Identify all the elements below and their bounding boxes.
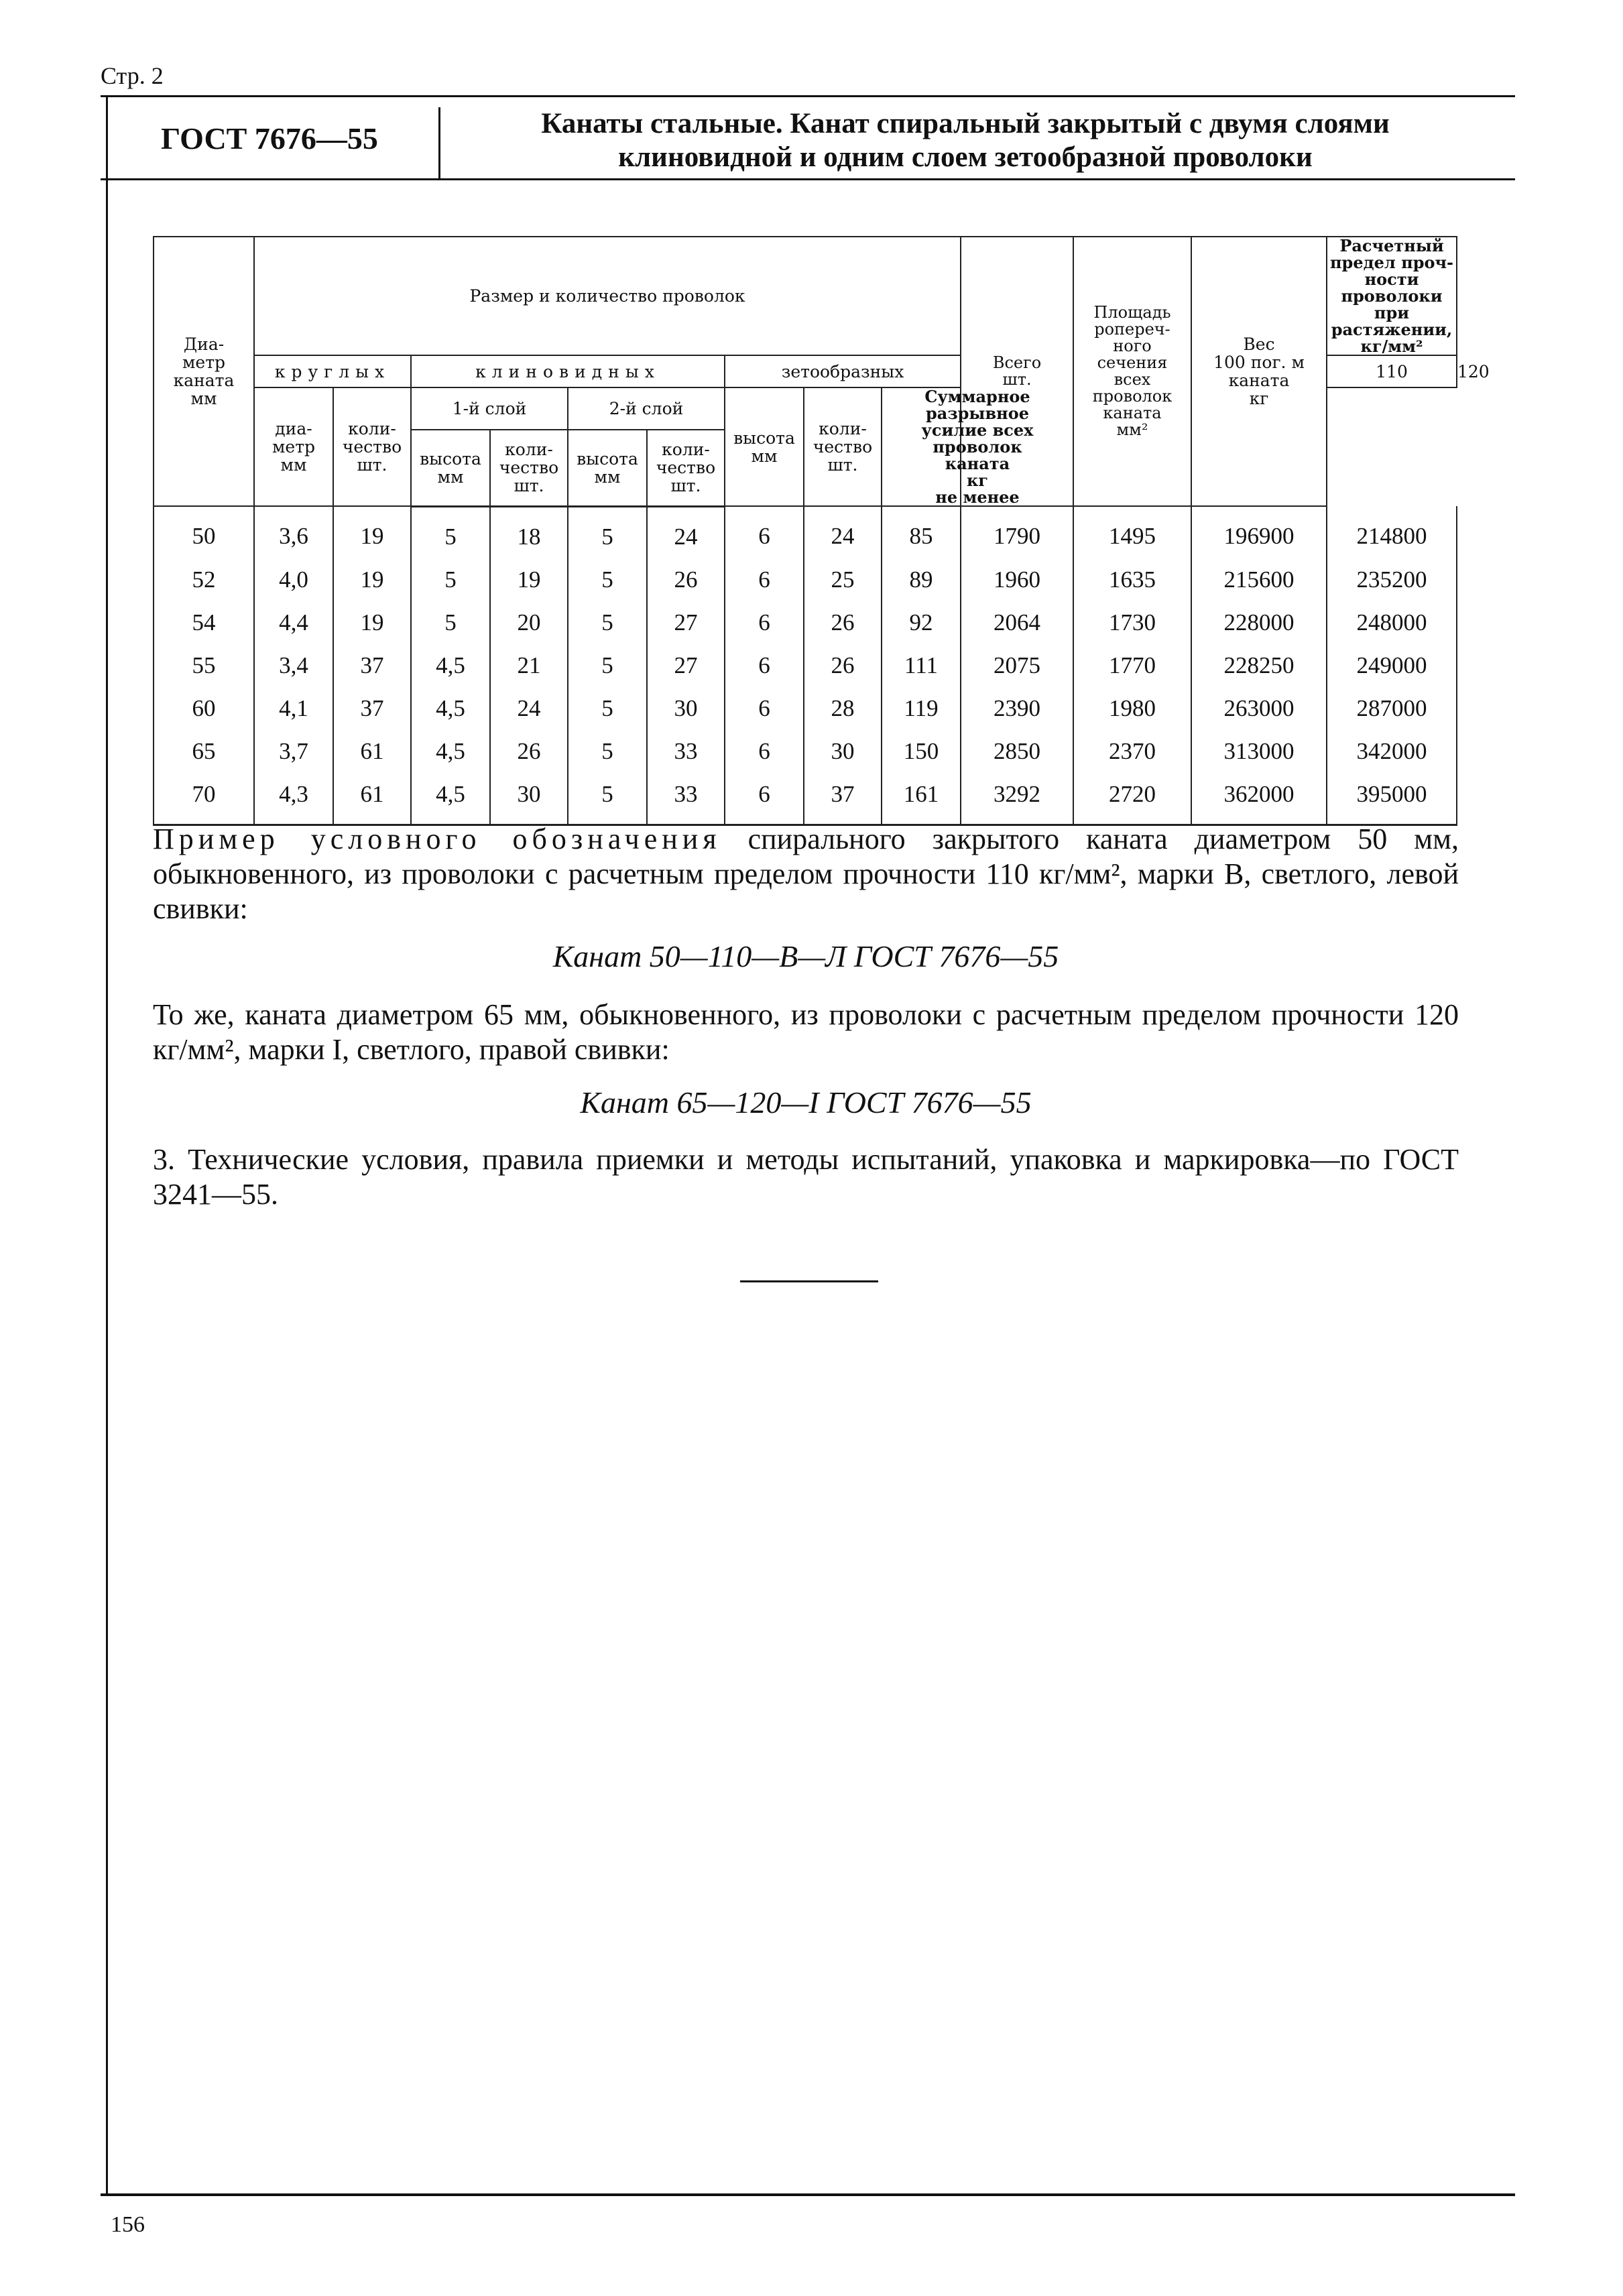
frame-left-rule <box>106 95 108 2193</box>
table-cell: 287000 <box>1327 687 1457 730</box>
table-cell: 395000 <box>1327 773 1457 825</box>
col-header-round-dia-text: диа- метр мм <box>272 419 316 475</box>
table-cell: 196900 <box>1191 506 1327 558</box>
col-header-wires: Размер и количество проволок <box>254 237 961 355</box>
table-cell: 3,7 <box>254 730 333 773</box>
table-cell: 5 <box>568 773 647 825</box>
table-cell: 6 <box>725 687 804 730</box>
col-header-weight-text: Вес 100 пог. м каната кг <box>1213 335 1305 408</box>
table-cell: 5 <box>568 601 647 644</box>
table-cell: 1770 <box>1073 644 1191 687</box>
table-cell: 263000 <box>1191 687 1327 730</box>
col-header-area-text: Площадь pопереч- ного сечения всех проволок каната мм² <box>1092 303 1173 439</box>
table-cell: 342000 <box>1327 730 1457 773</box>
table-cell: 235200 <box>1327 558 1457 601</box>
table-cell: 24 <box>647 506 725 558</box>
table-cell: 1730 <box>1073 601 1191 644</box>
table-cell: 2390 <box>961 687 1073 730</box>
col-header-breaking-force <box>882 387 1073 506</box>
table-cell: 70 <box>154 773 254 825</box>
table-cell: 37 <box>333 644 411 687</box>
table-cell: 61 <box>333 730 411 773</box>
col-header-layer-1: 1-й слой <box>411 387 568 430</box>
table-cell: 4,5 <box>411 687 490 730</box>
table-cell: 30 <box>647 687 725 730</box>
table-cell: 111 <box>882 644 961 687</box>
table-row <box>154 687 1457 730</box>
table-body <box>154 506 1457 825</box>
table-cell: 4,1 <box>254 687 333 730</box>
table-cell: 6 <box>725 506 804 558</box>
designation-formula-2: Канат 65—120—I ГОСТ 7676—55 <box>580 1085 1032 1120</box>
table-cell: 1495 <box>1073 506 1191 558</box>
table-cell: 6 <box>725 558 804 601</box>
header-separator <box>438 107 440 178</box>
table-cell: 19 <box>490 558 568 601</box>
table-cell: 20 <box>490 601 568 644</box>
example-paragraph-1 <box>153 822 1459 926</box>
table-cell: 4,5 <box>411 644 490 687</box>
example-rest: спирального закрытого каната диаметром 50 мм, обыкновенного, из проволоки с расчетным пределом прочности 110 кг/мм², марки В, светлого, левой свивки: <box>153 823 1459 925</box>
table-cell: 2720 <box>1073 773 1191 825</box>
table-cell: 6 <box>725 644 804 687</box>
table-cell: 33 <box>647 730 725 773</box>
col-header-l2-height-text: высота мм <box>577 448 638 487</box>
table-cell: 24 <box>804 506 882 558</box>
table-cell: 27 <box>647 644 725 687</box>
rope-spec-table: Диа- метр каната мм Размер и количество проволок Всего шт. Площадь pопереч- ного сечения всех проволок каната мм² Вес 100 пог. м каната кг Расчетный предел проч- ности проволоки при растяжении, кг/мм² круглых клиновидных зетообразных 110 120 диа- метр мм коли- чество шт. 1-й слой 2-й слой высота мм коли- чество шт. Суммарное разрывное усилие всех проволок каната кг не менее высота мм коли- чество шт. высота мм коли- чество шт. 50 3,6 19 5 18 5 24 6 24 85 1790 1495 196900 214800 52 4,0 19 5 19 5 26 6 25 89 1960 1635 215600 235200 54 4,4 19 5 20 5 27 6 26 92 2064 1730 228000 248000 55 3,4 37 4,5 21 5 27 6 26 111 2075 1770 228250 249000 60 4,1 37 4,5 24 5 30 6 28 119 2390 1980 263000 287000 65 3,7 61 4,5 26 5 33 6 30 150 2850 2370 313000 342000 70 4,3 61 4,5 30 5 33 6 37 161 3292 2720 362000 395000 <box>153 236 1457 826</box>
col-header-z: зетообразных <box>725 355 961 387</box>
col-header-diameter-text: Диа- метр каната мм <box>173 335 235 408</box>
frame-top-rule <box>101 95 1515 97</box>
table-cell: 52 <box>154 558 254 601</box>
table-cell: 6 <box>725 730 804 773</box>
table-cell: 215600 <box>1191 558 1327 601</box>
table-cell: 33 <box>647 773 725 825</box>
table-cell: 18 <box>490 506 568 558</box>
table-cell: 21 <box>490 644 568 687</box>
table-cell: 362000 <box>1191 773 1327 825</box>
table-cell: 5 <box>568 687 647 730</box>
table-cell: 92 <box>882 601 961 644</box>
frame-bottom-rule <box>101 2193 1515 2196</box>
col-header-round-count <box>333 387 411 506</box>
col-header-weight <box>1191 237 1327 506</box>
table-cell: 1960 <box>961 558 1073 601</box>
table-cell: 60 <box>154 687 254 730</box>
document-title <box>469 107 1461 174</box>
table-row <box>154 644 1457 687</box>
col-header-z-count <box>804 387 882 506</box>
table-cell: 89 <box>882 558 961 601</box>
table-cell: 28 <box>804 687 882 730</box>
table-cell: 26 <box>490 730 568 773</box>
header-rule <box>101 178 1515 180</box>
table-cell: 119 <box>882 687 961 730</box>
col-header-l2-count-text: коли- чество шт. <box>656 440 716 496</box>
table-cell: 27 <box>647 601 725 644</box>
col-header-l2-count <box>647 430 725 506</box>
table-cell: 24 <box>490 687 568 730</box>
table-cell: 26 <box>804 644 882 687</box>
table-cell: 5 <box>411 506 490 558</box>
table-cell: 61 <box>333 773 411 825</box>
table-cell: 4,5 <box>411 730 490 773</box>
table-cell: 54 <box>154 601 254 644</box>
table-cell: 6 <box>725 773 804 825</box>
table-cell: 19 <box>333 506 411 558</box>
table-cell: 3292 <box>961 773 1073 825</box>
table-cell: 5 <box>411 558 490 601</box>
table-cell: 4,3 <box>254 773 333 825</box>
col-header-round-dia <box>254 387 333 506</box>
col-header-strength <box>1327 237 1457 355</box>
col-header-l1-height-text: высота мм <box>420 448 481 487</box>
table-cell: 55 <box>154 644 254 687</box>
table-row <box>154 601 1457 644</box>
col-header-layer-2: 2-й слой <box>568 387 725 430</box>
table-row <box>154 558 1457 601</box>
table-cell: 30 <box>804 730 882 773</box>
table-cell: 1980 <box>1073 687 1191 730</box>
standard-code: ГОСТ 7676—55 <box>161 121 378 156</box>
table-cell: 4,5 <box>411 773 490 825</box>
table-cell: 5 <box>568 730 647 773</box>
table-cell: 249000 <box>1327 644 1457 687</box>
table-cell: 19 <box>333 558 411 601</box>
col-header-strength-110: 110 <box>1327 355 1457 387</box>
table-cell: 1790 <box>961 506 1073 558</box>
table-cell: 85 <box>882 506 961 558</box>
end-rule <box>740 1280 878 1282</box>
col-header-strength-text: Расчетный предел проч- ности проволоки при растяжении, кг/мм² <box>1329 236 1454 356</box>
table-row <box>154 506 1457 558</box>
table-cell: 228250 <box>1191 644 1327 687</box>
page-label: Стр. 2 <box>101 62 164 89</box>
table-cell: 2064 <box>961 601 1073 644</box>
table-cell: 5 <box>568 644 647 687</box>
example-paragraph-2: То же, каната диаметром 65 мм, обыкновенного, из проволоки с расчетным пределом прочности 120 кг/мм², марки I, светлого, правой свивки: <box>153 998 1459 1066</box>
table-cell: 37 <box>333 687 411 730</box>
col-header-l1-count-text: коли- чество шт. <box>499 440 559 496</box>
table-cell: 313000 <box>1191 730 1327 773</box>
table-cell: 228000 <box>1191 601 1327 644</box>
col-header-area <box>1073 237 1191 506</box>
table-cell: 5 <box>568 558 647 601</box>
col-header-z-height-text: высота мм <box>733 428 795 466</box>
table-cell: 1635 <box>1073 558 1191 601</box>
col-header-z-count-text: коли- чество шт. <box>813 419 873 475</box>
col-header-l1-count <box>490 430 568 506</box>
title-line-2: клиновидной и одним слоем зетообразной проволоки <box>618 141 1313 173</box>
table-cell: 2075 <box>961 644 1073 687</box>
title-line-1: Канаты стальные. Канат спиральный закрытый с двумя слоями <box>541 108 1390 139</box>
table-cell: 3,4 <box>254 644 333 687</box>
designation-formula-1: Канат 50—110—В—Л ГОСТ 7676—55 <box>552 939 1059 973</box>
col-header-l2-height <box>568 430 647 506</box>
col-header-diameter <box>154 237 254 506</box>
table-cell: 30 <box>490 773 568 825</box>
table-cell: 248000 <box>1327 601 1457 644</box>
col-header-total-text: Всего шт. <box>992 353 1042 389</box>
col-header-breaking-force-text: Суммарное разрывное усилие всех проволок каната кг не менее <box>921 387 1034 507</box>
table-cell: 19 <box>333 601 411 644</box>
table-cell: 65 <box>154 730 254 773</box>
table-cell: 3,6 <box>254 506 333 558</box>
table-cell: 5 <box>411 601 490 644</box>
table-cell: 4,0 <box>254 558 333 601</box>
table-cell: 2370 <box>1073 730 1191 773</box>
table-cell: 26 <box>804 601 882 644</box>
table-cell: 161 <box>882 773 961 825</box>
col-header-l1-height <box>411 430 490 506</box>
table-cell: 214800 <box>1327 506 1457 558</box>
table-cell: 26 <box>647 558 725 601</box>
table-cell: 2850 <box>961 730 1073 773</box>
table-row <box>154 773 1457 825</box>
col-header-round-count-text: коли- чество шт. <box>342 419 402 475</box>
table-cell: 4,4 <box>254 601 333 644</box>
table-cell: 5 <box>568 506 647 558</box>
table-cell: 37 <box>804 773 882 825</box>
col-header-wedge: клиновидных <box>411 355 725 387</box>
clause-3: 3. Технические условия, правила приемки и методы испытаний, упаковка и маркировка—по ГОСТ 3241—55. <box>153 1143 1459 1211</box>
table-row <box>154 730 1457 773</box>
example-lead: Пример условного обозначения <box>153 823 721 855</box>
table-cell: 150 <box>882 730 961 773</box>
col-header-z-height <box>725 387 804 506</box>
col-header-round: круглых <box>254 355 411 387</box>
table-cell: 50 <box>154 506 254 558</box>
page-number: 156 <box>111 2212 145 2237</box>
table-cell: 6 <box>725 601 804 644</box>
table-cell: 25 <box>804 558 882 601</box>
